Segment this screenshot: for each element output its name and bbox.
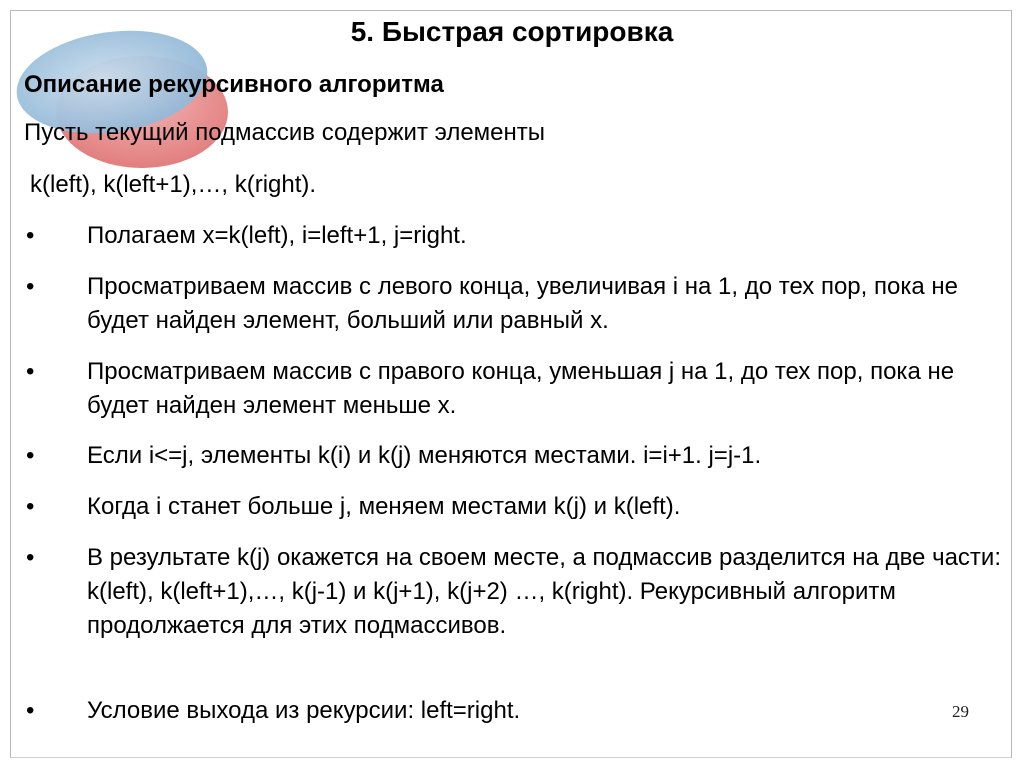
- bullet-text: Просматриваем массив с левого конца, увеличивая i на 1, до тех пор, пока не будет найден элемент, больший или равный x.: [87, 273, 958, 334]
- page-number: 29: [952, 702, 969, 721]
- bullet-text: Если i<=j, элементы k(i) и k(j) меняются местами. i=i+1. j=j-1.: [87, 442, 762, 469]
- bullet-symbol: •: [26, 222, 35, 249]
- bullet-symbol: •: [26, 544, 35, 571]
- intro-line-2: k(left), k(left+1),…, k(right).: [30, 171, 317, 198]
- bullet-text: Когда i станет больше j, меняем местами k(j) и k(left).: [87, 493, 681, 520]
- intro-line-1: Пусть текущий подмассив содержит элементы: [24, 119, 546, 146]
- bullet-text: Полагаем x=k(left), i=left+1, j=right.: [87, 222, 467, 249]
- bullet-symbol: •: [26, 493, 35, 520]
- bullet-text: Просматриваем массив с правого конца, уменьшая j на 1, до тех пор, пока не будет найден элемент меньше x.: [87, 358, 955, 419]
- bullet-text: В результате k(j) окажется на своем месте, а подмассив разделится на две части: k(left), k(left+1),…, k(j-1) и k(j+1), k(j+2) …, k(right). Рекурсивный алгоритм продолжается для этих подмассивов.: [87, 544, 1001, 639]
- bullet-symbol: •: [26, 697, 35, 724]
- slide-subtitle: Описание рекурсивного алгоритма: [24, 71, 444, 98]
- bullet-symbol: •: [26, 442, 35, 469]
- bullet-symbol: •: [26, 273, 35, 300]
- slide-title: 5. Быстрая сортировка: [350, 16, 674, 47]
- bullet-symbol: •: [26, 358, 35, 385]
- bullet-text: Условие выхода из рекурсии: left=right.: [87, 697, 521, 724]
